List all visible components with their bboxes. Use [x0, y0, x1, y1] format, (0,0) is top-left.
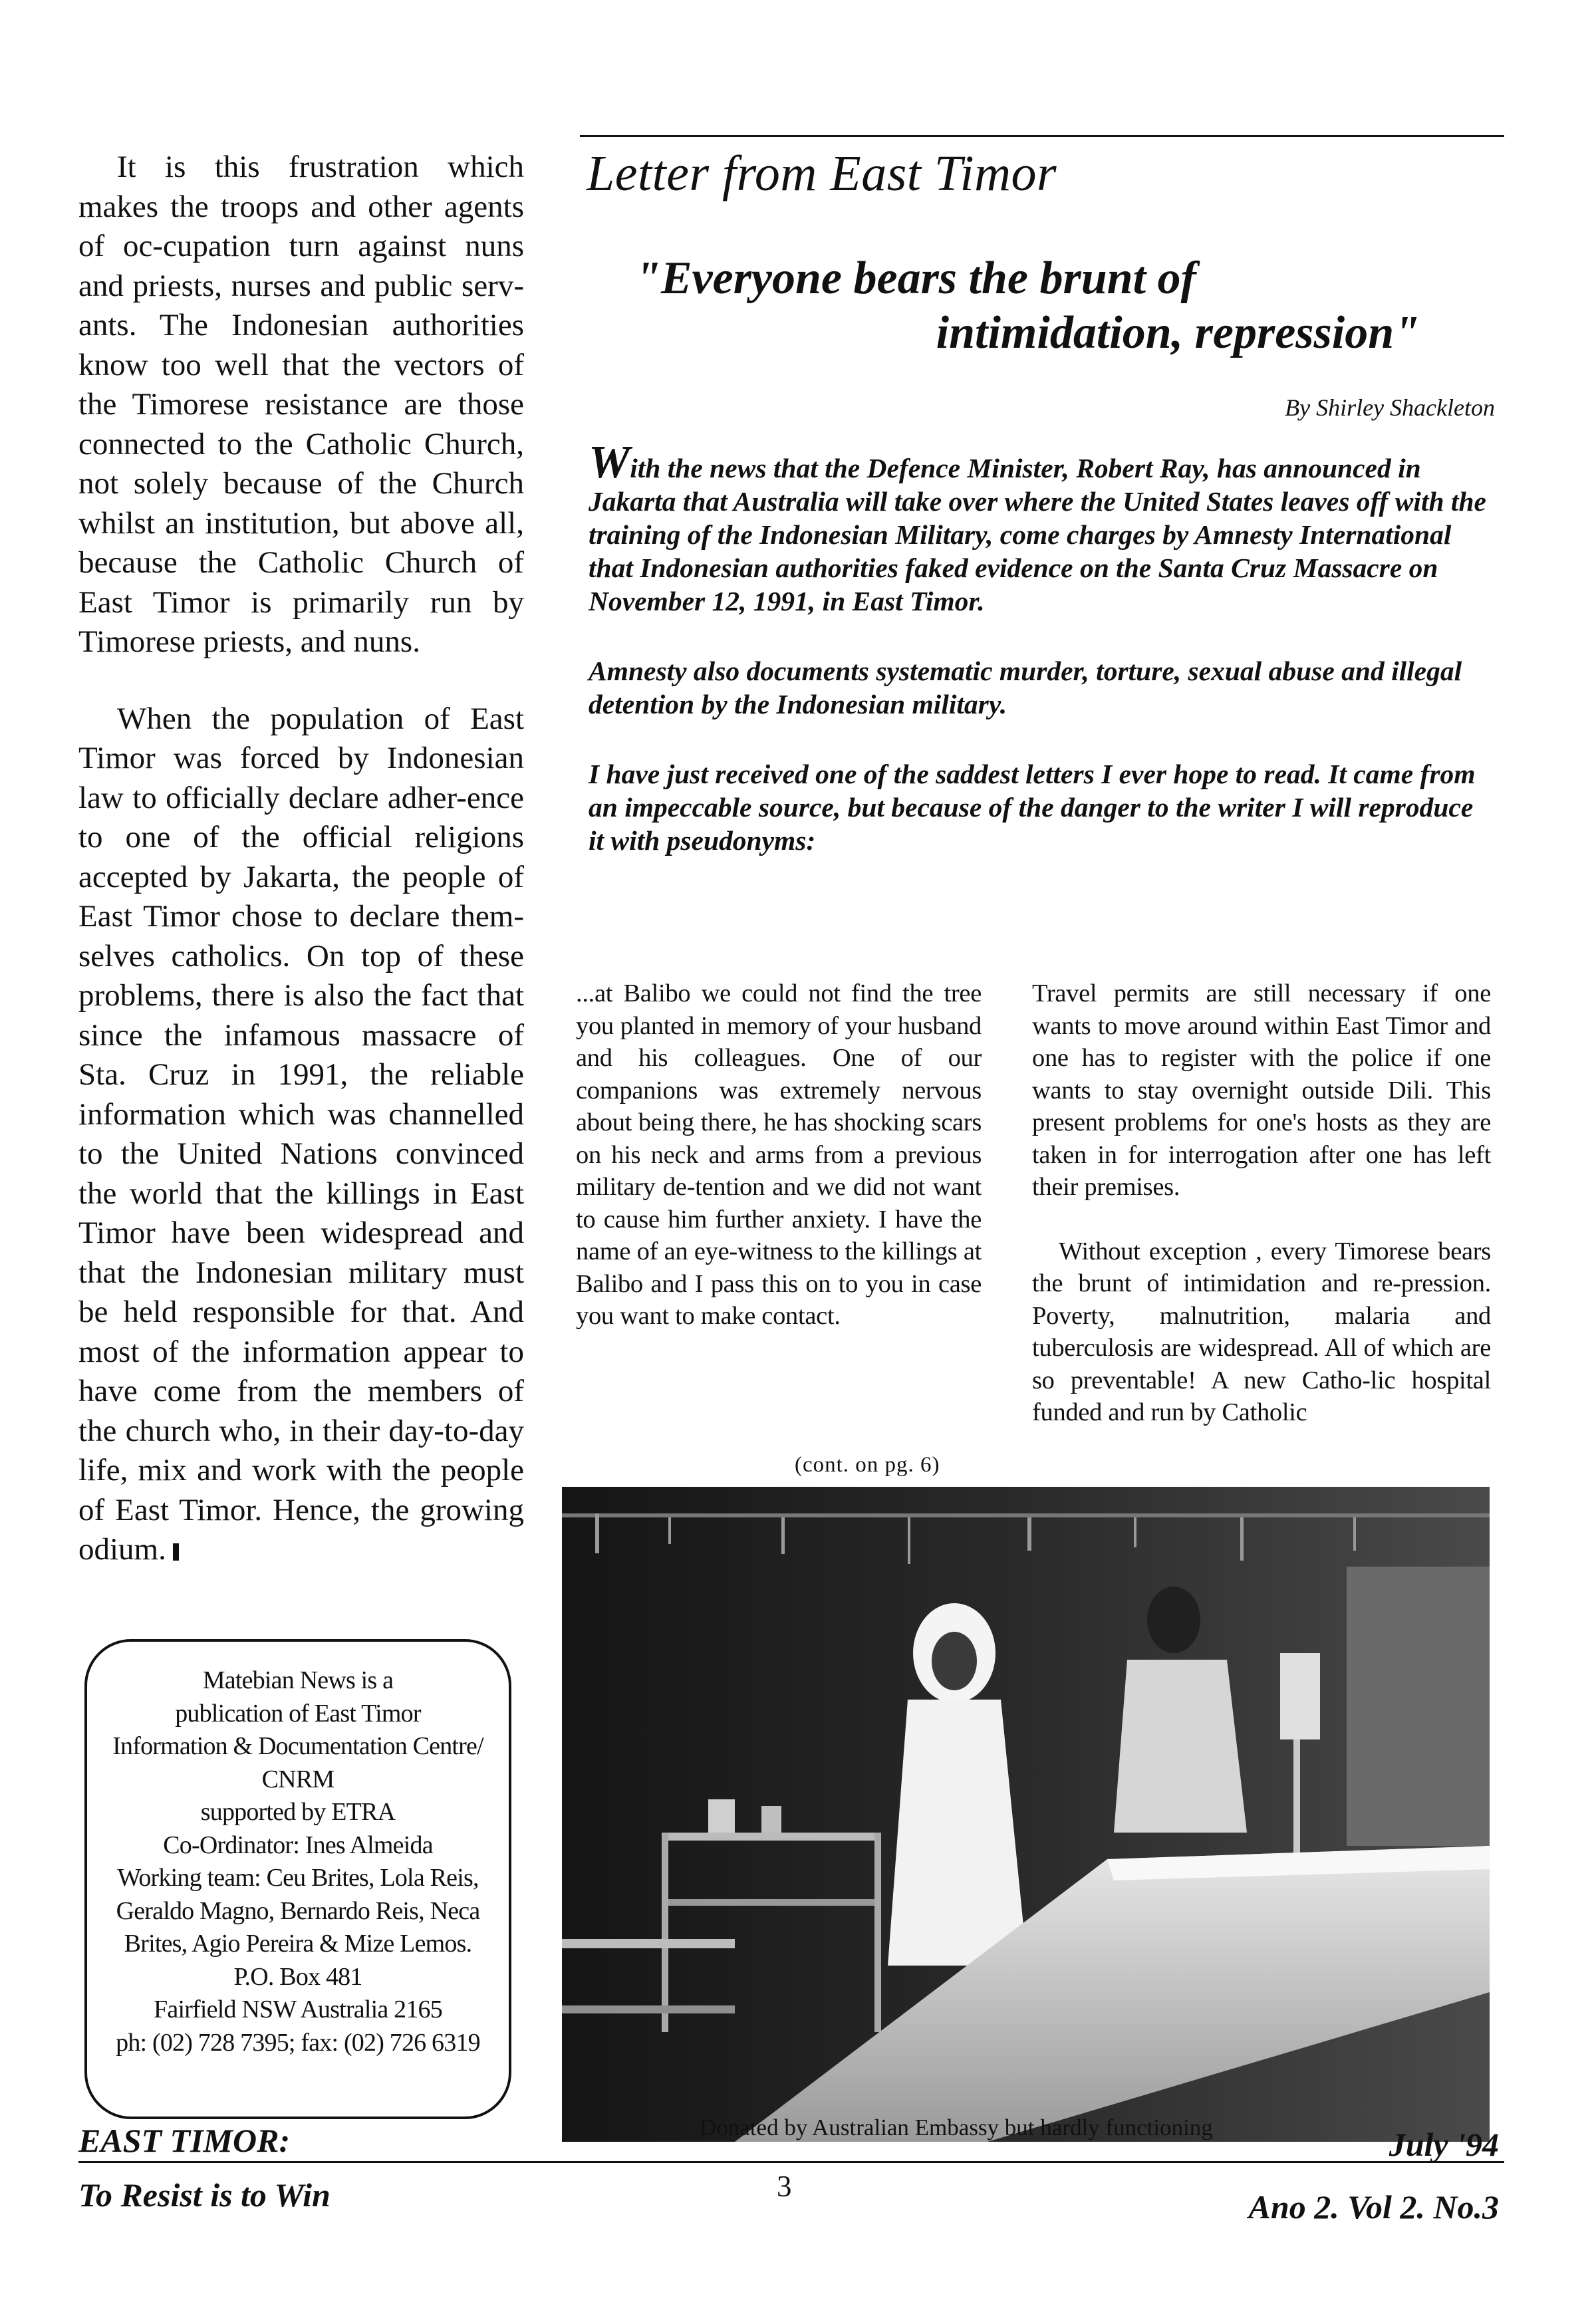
- masthead-line: Fairfield NSW Australia 2165: [154, 1995, 442, 2023]
- footer-rule: [78, 2161, 1504, 2163]
- headline: [635, 251, 1446, 360]
- masthead-line: supported by ETRA: [200, 1798, 396, 1826]
- photo-caption: Donated by Australian Embassy but hardly functioning: [700, 2115, 1213, 2140]
- footer-motto: To Resist is to Win: [78, 2176, 331, 2214]
- footer-date: July '94: [1389, 2126, 1499, 2163]
- end-mark: [173, 1543, 179, 1561]
- footer-issue: Ano 2. Vol 2. No.3: [1248, 2188, 1499, 2226]
- masthead-line: P.O. Box 481: [233, 1962, 362, 1991]
- top-rule: [580, 135, 1504, 137]
- masthead-line: Co-Ordinator: Ines Almeida: [163, 1831, 433, 1859]
- intro-paragraph-1-text: ith the news that the Defence Minister, Robert Ray, has announced in Jakarta that Australia will take over where the United States leaves off with the training of the Indonesian Military, come charges by Amnesty International that Indonesian authorities faked evidence on the Santa Cruz Massacre on November 12, 1991, in East Timor.: [589, 453, 1486, 616]
- left-column: [78, 148, 524, 1570]
- left-paragraph-1: It is this frustration which makes the troops and other agents of oc-cupation turn against nuns and priests, nurses and public serv-ants. The Indonesian authorities know too well that the vectors of the Timorese resistance are those connected to the Catholic Church, not solely because of the Church whilst an institution, but above all, because the Catholic Church of East Timor is primarily run by Timorese priests, and nuns.: [78, 150, 524, 659]
- intro-paragraph-3: I have just received one of the saddest letters I ever hope to read. It came from an impeccable source, but because of the danger to the writer I will reproduce it with pseudonyms:: [589, 759, 1476, 856]
- photo-illustration: [562, 1487, 1490, 2142]
- masthead-line: CNRM: [261, 1765, 334, 1793]
- hospital-photo: [562, 1487, 1490, 2142]
- left-paragraph-2: [78, 700, 524, 1570]
- drop-cap: W: [589, 437, 630, 488]
- intro-block: [589, 437, 1493, 857]
- body-paragraph: Travel permits are still necessary if one wants to move around within East Timor and one has to register with the police if one wants to stay overnight outside Dili. This present problems for one's hosts as they are taken in for interrogation after one has left their premises.: [1032, 979, 1491, 1201]
- headline-line-1: "Everyone bears the brunt of: [635, 253, 1196, 304]
- continued-note: (cont. on pg. 6): [795, 1453, 940, 1477]
- masthead-line: Brites, Agio Pereira & Mize Lemos.: [124, 1930, 472, 1958]
- footer-paper-name: EAST TIMOR:: [78, 2122, 291, 2159]
- masthead-line: publication of East Timor: [175, 1699, 421, 1728]
- masthead-line: ph: (02) 728 7395; fax: (02) 726 6319: [116, 2028, 480, 2057]
- left-paragraph-2-text: When the population of East Timor was forced by Indonesian law to officially declare adher-ence to one of the official religions accepted by Jakarta, the people of East Timor chose to declare them-selves catholics. On top of these problems, there is also the fact that since the infamous massacre of Sta. Cruz in 1991, the reliable information which was channelled to the United Nations convinced the world that the killings in East Timor have been widespread and that the Indonesian military must be held responsible for that. And most of the information appear to have come from the members of the church who, in their day-to-day life, mix and work with the people of East Timor. Hence, the growing odium.: [78, 701, 524, 1567]
- masthead-line: Matebian News is a: [202, 1666, 394, 1694]
- masthead-box: [84, 1639, 511, 2119]
- masthead-line: Geraldo Magno, Bernardo Reis, Neca: [116, 1896, 480, 1925]
- headline-line-2: intimidation, repression": [936, 307, 1420, 358]
- body-column-b: [1032, 977, 1491, 1429]
- page-number: 3: [777, 2170, 792, 2203]
- intro-paragraph-1: [589, 437, 1493, 618]
- intro-paragraph-2: Amnesty also documents systematic murder, torture, sexual abuse and illegal detention by the Indonesian military.: [589, 656, 1462, 719]
- section-title: Letter from East Timor: [587, 146, 1057, 201]
- body-column-a: [576, 977, 982, 1333]
- body-paragraph: ...at Balibo we could not find the tree you planted in memory of your husband and his colleagues. One of our companions was extremely nervous about being there, he has shocking scars on his neck and arms from a previous military de-tention and we did not want to cause him further anxiety. I have the name of an eye-witness to the killings at Balibo and I pass this on to you in case you want to make contact.: [576, 979, 982, 1330]
- byline: By Shirley Shackleton: [1285, 394, 1495, 421]
- masthead-line: Information & Documentation Centre/: [112, 1732, 483, 1760]
- masthead-line: Working team: Ceu Brites, Lola Reis,: [117, 1864, 479, 1892]
- body-paragraph: Without exception , every Timorese bears the brunt of intimidation and re-pression. Poverty, malnutrition, malaria and tuberculosis are widespread. All of which are so preventable! A new Catho-lic hospital funded and run by Catholic: [1032, 1237, 1491, 1426]
